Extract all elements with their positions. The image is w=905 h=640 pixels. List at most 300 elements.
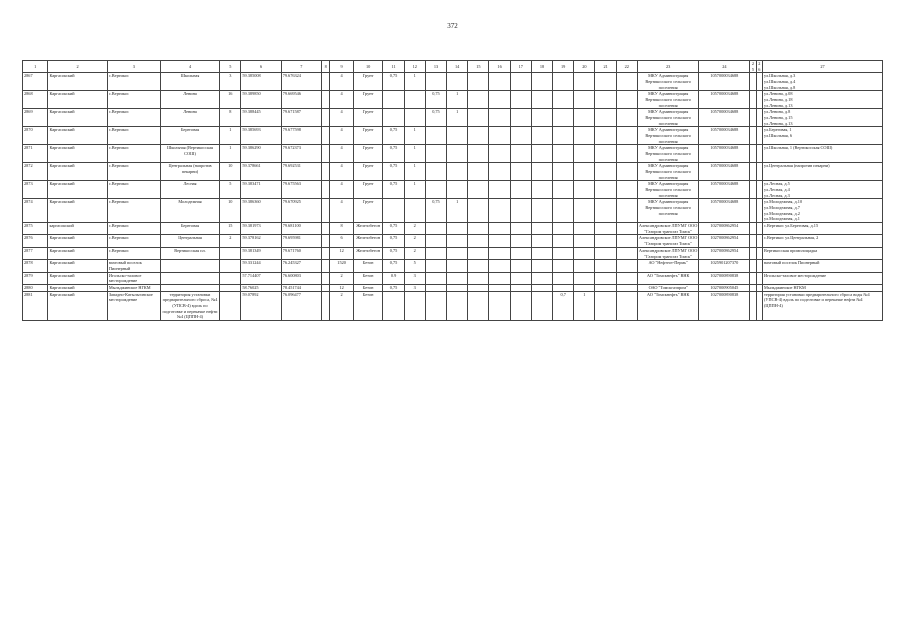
header-cell: 20 <box>574 61 595 73</box>
table-cell <box>489 91 510 109</box>
table-cell: Игольско-таловое месторождение <box>107 272 160 284</box>
table-cell <box>574 109 595 127</box>
table-cell <box>510 291 531 320</box>
header-cell: 10 <box>353 61 383 73</box>
table-cell <box>574 181 595 199</box>
table-cell <box>468 109 489 127</box>
table-cell: ул.Лесная, д.5 ул.Лесная, д.4 ул.Лесная, д.3 <box>763 181 883 199</box>
table-cell: 59.378661 <box>241 163 281 181</box>
table-cell: Вертикосская промплощадка <box>763 247 883 259</box>
table-cell: 59.385693 <box>241 127 281 145</box>
table-cell: МКУ Администрация Вертикосского сельского поселения <box>637 181 699 199</box>
table-cell <box>553 223 574 235</box>
header-cell: 14 <box>447 61 468 73</box>
table-cell: Бетон <box>353 284 383 291</box>
table-cell: 59.331244 <box>241 260 281 272</box>
table-cell <box>489 284 510 291</box>
table-cell: Молодежная <box>160 199 219 223</box>
table-cell <box>321 284 329 291</box>
table-cell: 79.675563 <box>281 181 321 199</box>
table-cell: 1057000034688 <box>699 181 750 199</box>
table-cell: территория установки предварительного сброса воды №4 (УПСВ-4) вдоль по подготовке и перекачке нефти №4 (ЦППН-4) <box>763 291 883 320</box>
table-cell: 10 <box>220 163 241 181</box>
table-cell: 0,75 <box>383 127 404 145</box>
table-cell <box>489 247 510 259</box>
table-cell: 76.245327 <box>281 260 321 272</box>
table-cell <box>404 199 425 223</box>
table-cell <box>510 91 531 109</box>
table-cell <box>489 272 510 284</box>
table-row <box>23 163 883 181</box>
table-cell: Грунт <box>353 109 383 127</box>
table-cell: Железобетон <box>353 247 383 259</box>
table-cell <box>574 247 595 259</box>
table-cell: каргасокский <box>48 223 107 235</box>
table-cell <box>553 73 574 91</box>
table-cell <box>510 127 531 145</box>
table-cell <box>616 91 637 109</box>
table-cell: Каргасокский <box>48 284 107 291</box>
table-cell <box>489 291 510 320</box>
table-cell <box>425 291 446 320</box>
table-row <box>23 260 883 272</box>
table-cell: 4 <box>330 163 353 181</box>
table-cell: 58.76025 <box>241 284 281 291</box>
table-cell: 0.9 <box>383 272 404 284</box>
table-cell: 59.388445 <box>241 109 281 127</box>
table-cell: 2880 <box>23 284 48 291</box>
table-row <box>23 223 883 235</box>
table-cell: ул.Центральная (напротив пекарни) <box>763 163 883 181</box>
table-cell <box>595 284 616 291</box>
table-cell <box>425 73 446 91</box>
table-row <box>23 109 883 127</box>
header-cell: 12 <box>404 61 425 73</box>
table-cell <box>489 163 510 181</box>
table-cell <box>595 260 616 272</box>
table-cell <box>160 260 219 272</box>
table-cell: 1 <box>404 181 425 199</box>
table-cell <box>468 163 489 181</box>
table-cell <box>553 260 574 272</box>
table-cell <box>531 247 552 259</box>
table-cell: Бетон <box>353 260 383 272</box>
table-cell: 59.383471 <box>241 181 281 199</box>
table-cell: 1 <box>220 145 241 163</box>
table-cell: 59.386360 <box>241 199 281 223</box>
table-cell <box>489 73 510 91</box>
table-cell: с.Вертикос <box>107 91 160 109</box>
table-cell: 76.600803 <box>281 272 321 284</box>
table-cell: 0,75 <box>425 199 446 223</box>
table-cell <box>510 145 531 163</box>
table-cell <box>321 109 329 127</box>
table-cell: Каргасокский <box>48 127 107 145</box>
table-cell: 0,75 <box>383 145 404 163</box>
table-cell: 79.676324 <box>281 73 321 91</box>
table-cell <box>531 272 552 284</box>
table-cell: ул.Школьная, д.3 ул.Школьная, д.4 ул.Школьная, д.8 <box>763 73 883 91</box>
table-cell <box>489 223 510 235</box>
table-cell: ОАО "Томскгазпром" <box>637 284 699 291</box>
table-cell <box>510 284 531 291</box>
table-cell <box>574 260 595 272</box>
table-cell <box>321 291 329 320</box>
table-cell: 79.670925 <box>281 199 321 223</box>
page-number: 372 <box>447 22 458 30</box>
table-cell: 1057000034688 <box>699 199 750 223</box>
table-cell: Каргасокский <box>48 199 107 223</box>
table-cell: 8 <box>220 109 241 127</box>
table-cell <box>425 284 446 291</box>
table-cell <box>616 272 637 284</box>
table-cell: вахтовый поселок Пионерный <box>763 260 883 272</box>
table-cell <box>321 91 329 109</box>
table-cell <box>447 272 468 284</box>
table-cell: 59.378162 <box>241 235 281 247</box>
table-cell: Игольско-таловое месторождение <box>763 272 883 284</box>
table-cell: МКУ Администрация Вертикосского сельского поселения <box>637 73 699 91</box>
header-cell: 27 <box>763 61 883 73</box>
table-cell: Береговая <box>160 127 219 145</box>
table-cell <box>616 284 637 291</box>
table-cell <box>321 181 329 199</box>
table-cell: 5 <box>220 181 241 199</box>
table-cell: 1 <box>404 145 425 163</box>
table-cell <box>489 181 510 199</box>
table-cell: 59.385008 <box>241 73 281 91</box>
table-cell: Каргасокский <box>48 91 107 109</box>
table-cell: 79.681100 <box>281 223 321 235</box>
table-cell: Ленина <box>160 109 219 127</box>
table-cell <box>531 91 552 109</box>
table-cell: Каргасокский <box>48 247 107 259</box>
table-cell: 2869 <box>23 109 48 127</box>
table-cell: 1027000862954 <box>699 247 750 259</box>
table-cell: АО "Нефтеот-Пермь" <box>637 260 699 272</box>
table-cell <box>531 284 552 291</box>
table-cell: Каргасокский <box>48 235 107 247</box>
header-cell: 8 <box>321 61 329 73</box>
table-cell: с.Вертикос <box>107 223 160 235</box>
table-cell <box>321 247 329 259</box>
table-cell: Железобетон <box>353 223 383 235</box>
table-cell: 1 <box>404 127 425 145</box>
table-cell: 1057000034688 <box>699 127 750 145</box>
table-cell <box>220 247 241 259</box>
table-cell <box>616 235 637 247</box>
table-cell <box>220 272 241 284</box>
table-cell: Каргасокский <box>48 145 107 163</box>
table-cell: 1027000862954 <box>699 235 750 247</box>
table-cell: 2875 <box>23 223 48 235</box>
table-cell: Грунт <box>353 145 383 163</box>
table-cell: Грунт <box>353 181 383 199</box>
table-cell <box>531 291 552 320</box>
table-cell <box>616 291 637 320</box>
table-cell: Школьная (Вертикосская СОШ) <box>160 145 219 163</box>
table-cell: 2868 <box>23 91 48 109</box>
table-cell: 0,75 <box>383 223 404 235</box>
table-cell <box>425 272 446 284</box>
table-cell <box>595 223 616 235</box>
header-cell: 22 <box>616 61 637 73</box>
table-cell: 4 <box>330 73 353 91</box>
table-cell <box>553 235 574 247</box>
table-cell: 0,75 <box>383 260 404 272</box>
table-cell <box>321 73 329 91</box>
table-cell: с.Вертикос <box>107 163 160 181</box>
table-cell: 59.381973 <box>241 223 281 235</box>
table-row <box>23 272 883 284</box>
table-cell <box>160 284 219 291</box>
header-cell: 13 <box>425 61 446 73</box>
header-cell: 11 <box>383 61 404 73</box>
table-cell <box>425 145 446 163</box>
table-cell <box>616 260 637 272</box>
table-cell: с.Вертикос <box>107 181 160 199</box>
table-cell <box>574 163 595 181</box>
table-cell: 2879 <box>23 272 48 284</box>
table-cell <box>489 109 510 127</box>
table-cell: Александровское ЛПУМГ ООО "Газпром трансгаз Томск" <box>638 247 698 259</box>
table-cell <box>489 145 510 163</box>
header-cell: 2 <box>48 61 107 73</box>
table-cell: 2878 <box>23 260 48 272</box>
table-cell <box>489 199 510 223</box>
header-cell: 6 <box>241 61 281 73</box>
table-cell <box>321 235 329 247</box>
table-cell <box>531 181 552 199</box>
table-cell: 4 <box>330 109 353 127</box>
header-cell: 19 <box>553 61 574 73</box>
table-cell <box>616 247 637 259</box>
table-cell <box>574 73 595 91</box>
table-cell <box>321 260 329 272</box>
table-cell <box>531 199 552 223</box>
table-cell: Железобетон <box>353 235 383 247</box>
table-row <box>23 284 883 291</box>
table-cell: 1057000034688 <box>699 109 750 127</box>
table-cell: 2 <box>220 235 241 247</box>
table-cell <box>383 291 404 320</box>
table-cell <box>531 163 552 181</box>
table-cell <box>220 284 241 291</box>
table-cell: 12 <box>330 284 353 291</box>
table-cell <box>321 223 329 235</box>
header-cell: 16 <box>489 61 510 73</box>
table-cell: МКУ Администрация Вертикосского сельского поселения <box>637 199 699 223</box>
table-cell: с.Вертикос <box>107 145 160 163</box>
table-cell: 1 <box>220 127 241 145</box>
table-cell: с.Вертикос <box>107 127 160 145</box>
table-cell <box>425 223 446 235</box>
table-row <box>23 145 883 163</box>
table-cell <box>616 73 637 91</box>
table-cell <box>447 127 468 145</box>
table-cell <box>531 109 552 127</box>
table-cell: 2 <box>404 247 425 259</box>
table-row <box>23 181 883 199</box>
table-row <box>23 91 883 109</box>
table-cell <box>425 247 446 259</box>
table-cell: 1057000034688 <box>699 73 750 91</box>
table-cell <box>468 145 489 163</box>
table-cell: 2867 <box>23 73 48 91</box>
table-cell: 1057000034688 <box>699 145 750 163</box>
table-cell <box>383 91 404 109</box>
table-cell: Каргасокский <box>48 272 107 284</box>
table-cell <box>595 145 616 163</box>
table-cell <box>510 199 531 223</box>
table-cell <box>321 272 329 284</box>
table-cell: 2877 <box>23 247 48 259</box>
table-cell <box>510 235 531 247</box>
table-cell <box>531 235 552 247</box>
table-cell: Каргасокский <box>48 181 107 199</box>
table-cell: 3 <box>220 73 241 91</box>
table-cell <box>574 284 595 291</box>
table-cell: 78.451744 <box>281 284 321 291</box>
table-cell: Мыльджинское НГКМ <box>107 284 160 291</box>
table-cell <box>616 109 637 127</box>
table-cell: 2 <box>404 235 425 247</box>
table-cell: Бетон <box>353 291 383 320</box>
table-row <box>23 235 883 247</box>
table-cell: с.Вертикос <box>107 199 160 223</box>
table-cell <box>468 291 489 320</box>
table-cell: АО "Томскнефть" ВНК <box>637 272 699 284</box>
table-cell: 1027000890838 <box>699 291 750 320</box>
table-cell: 0,75 <box>383 284 404 291</box>
table-cell: Центральная (напротив пекарни) <box>160 163 219 181</box>
table-cell <box>595 73 616 91</box>
table-cell: 79.672373 <box>281 145 321 163</box>
table-cell <box>531 145 552 163</box>
table-cell: Вертикосская пл. <box>160 247 219 259</box>
table-cell: Каргасокский <box>48 73 107 91</box>
table-row <box>23 291 883 320</box>
table-cell: Школьная <box>160 73 219 91</box>
table-cell <box>447 145 468 163</box>
header-cell: 9 <box>330 61 353 73</box>
table-cell: 16 <box>220 91 241 109</box>
table-cell <box>595 163 616 181</box>
table-cell: Грунт <box>353 127 383 145</box>
table-cell <box>447 73 468 91</box>
table-cell <box>553 127 574 145</box>
table-cell: 15 <box>220 223 241 235</box>
header-cell: 4 <box>160 61 219 73</box>
table-cell <box>447 284 468 291</box>
table-cell <box>321 199 329 223</box>
table-cell: 1057000034688 <box>699 91 750 109</box>
table-cell: 59.389850 <box>241 91 281 109</box>
table-cell: 2 <box>330 272 353 284</box>
table-cell <box>468 127 489 145</box>
table-cell: 10 <box>220 199 241 223</box>
table-cell: Бетон <box>353 272 383 284</box>
table-cell <box>404 291 425 320</box>
table-cell <box>510 247 531 259</box>
table-cell: с.Вертикос <box>107 235 160 247</box>
table-cell <box>531 73 552 91</box>
table-cell: с.Вертикос <box>107 109 160 127</box>
table-cell <box>425 235 446 247</box>
table-cell <box>220 291 241 320</box>
table-cell: Каргасокский <box>48 260 107 272</box>
table-cell: 4 <box>330 199 353 223</box>
header-cell: 17 <box>510 61 531 73</box>
table-cell <box>595 272 616 284</box>
table-cell: 79.669546 <box>281 91 321 109</box>
table-cell <box>616 127 637 145</box>
table-cell <box>574 199 595 223</box>
table-cell <box>468 272 489 284</box>
table-cell <box>489 235 510 247</box>
table-cell <box>321 145 329 163</box>
table-cell <box>489 260 510 272</box>
table-cell <box>616 145 637 163</box>
table-cell: 2873 <box>23 181 48 199</box>
table-cell <box>468 73 489 91</box>
header-cell: 1 <box>23 61 48 73</box>
header-cell: 3 <box>107 61 160 73</box>
table-cell: территория установки предварительного сброса, №4 (УПСВ-4) вдоль по подготовке и перекачке нефти №4 (ЦППН-4) <box>160 291 219 320</box>
table-cell <box>574 235 595 247</box>
table-cell: МКУ Администрация Вертикосского сельского поселения <box>637 163 699 181</box>
table-cell: Каргасокский <box>48 291 107 320</box>
table-cell: 1027000862954 <box>699 223 750 235</box>
table-cell <box>595 247 616 259</box>
table-cell <box>447 291 468 320</box>
table-cell <box>468 181 489 199</box>
table-cell: 2881 <box>23 291 48 320</box>
table-cell: 2874 <box>23 199 48 223</box>
table-cell <box>510 223 531 235</box>
table-cell <box>553 91 574 109</box>
table-cell: 1 <box>447 199 468 223</box>
table-cell: 79.671760 <box>281 247 321 259</box>
table-cell: с.Вертикос <box>107 247 160 259</box>
table-cell <box>595 91 616 109</box>
table-cell <box>383 109 404 127</box>
table-cell <box>447 247 468 259</box>
table-cell <box>160 272 219 284</box>
table-cell: 79.692531 <box>281 163 321 181</box>
table-cell: АО "Томскнефть" ВНК <box>637 291 699 320</box>
table-cell <box>553 247 574 259</box>
table-cell: Александровское ЛПУМГ ООО "Газпром трансгаз Томск" <box>638 235 698 247</box>
table-cell: 1520 <box>330 260 353 272</box>
table-cell <box>510 163 531 181</box>
table-cell: 79.695981 <box>281 235 321 247</box>
table-cell <box>468 235 489 247</box>
table-cell: 3 <box>404 272 425 284</box>
table-cell: 3 <box>404 284 425 291</box>
table-cell: 1057000034688 <box>699 163 750 181</box>
table-cell: 1027000905045 <box>699 284 750 291</box>
header-row <box>23 61 883 73</box>
table-cell: Мыльджинское НГКМ <box>763 284 883 291</box>
table-cell: 1 <box>404 163 425 181</box>
register-table <box>22 60 883 321</box>
table-cell: ул.Молодежная, д.10 ул.Молодежная, д.7 ул.Молодежная, д.2 ул.Молодежная, д.1 <box>763 199 883 223</box>
table-cell <box>510 109 531 127</box>
table-cell <box>468 284 489 291</box>
table-cell <box>595 109 616 127</box>
table-cell: 4 <box>330 91 353 109</box>
